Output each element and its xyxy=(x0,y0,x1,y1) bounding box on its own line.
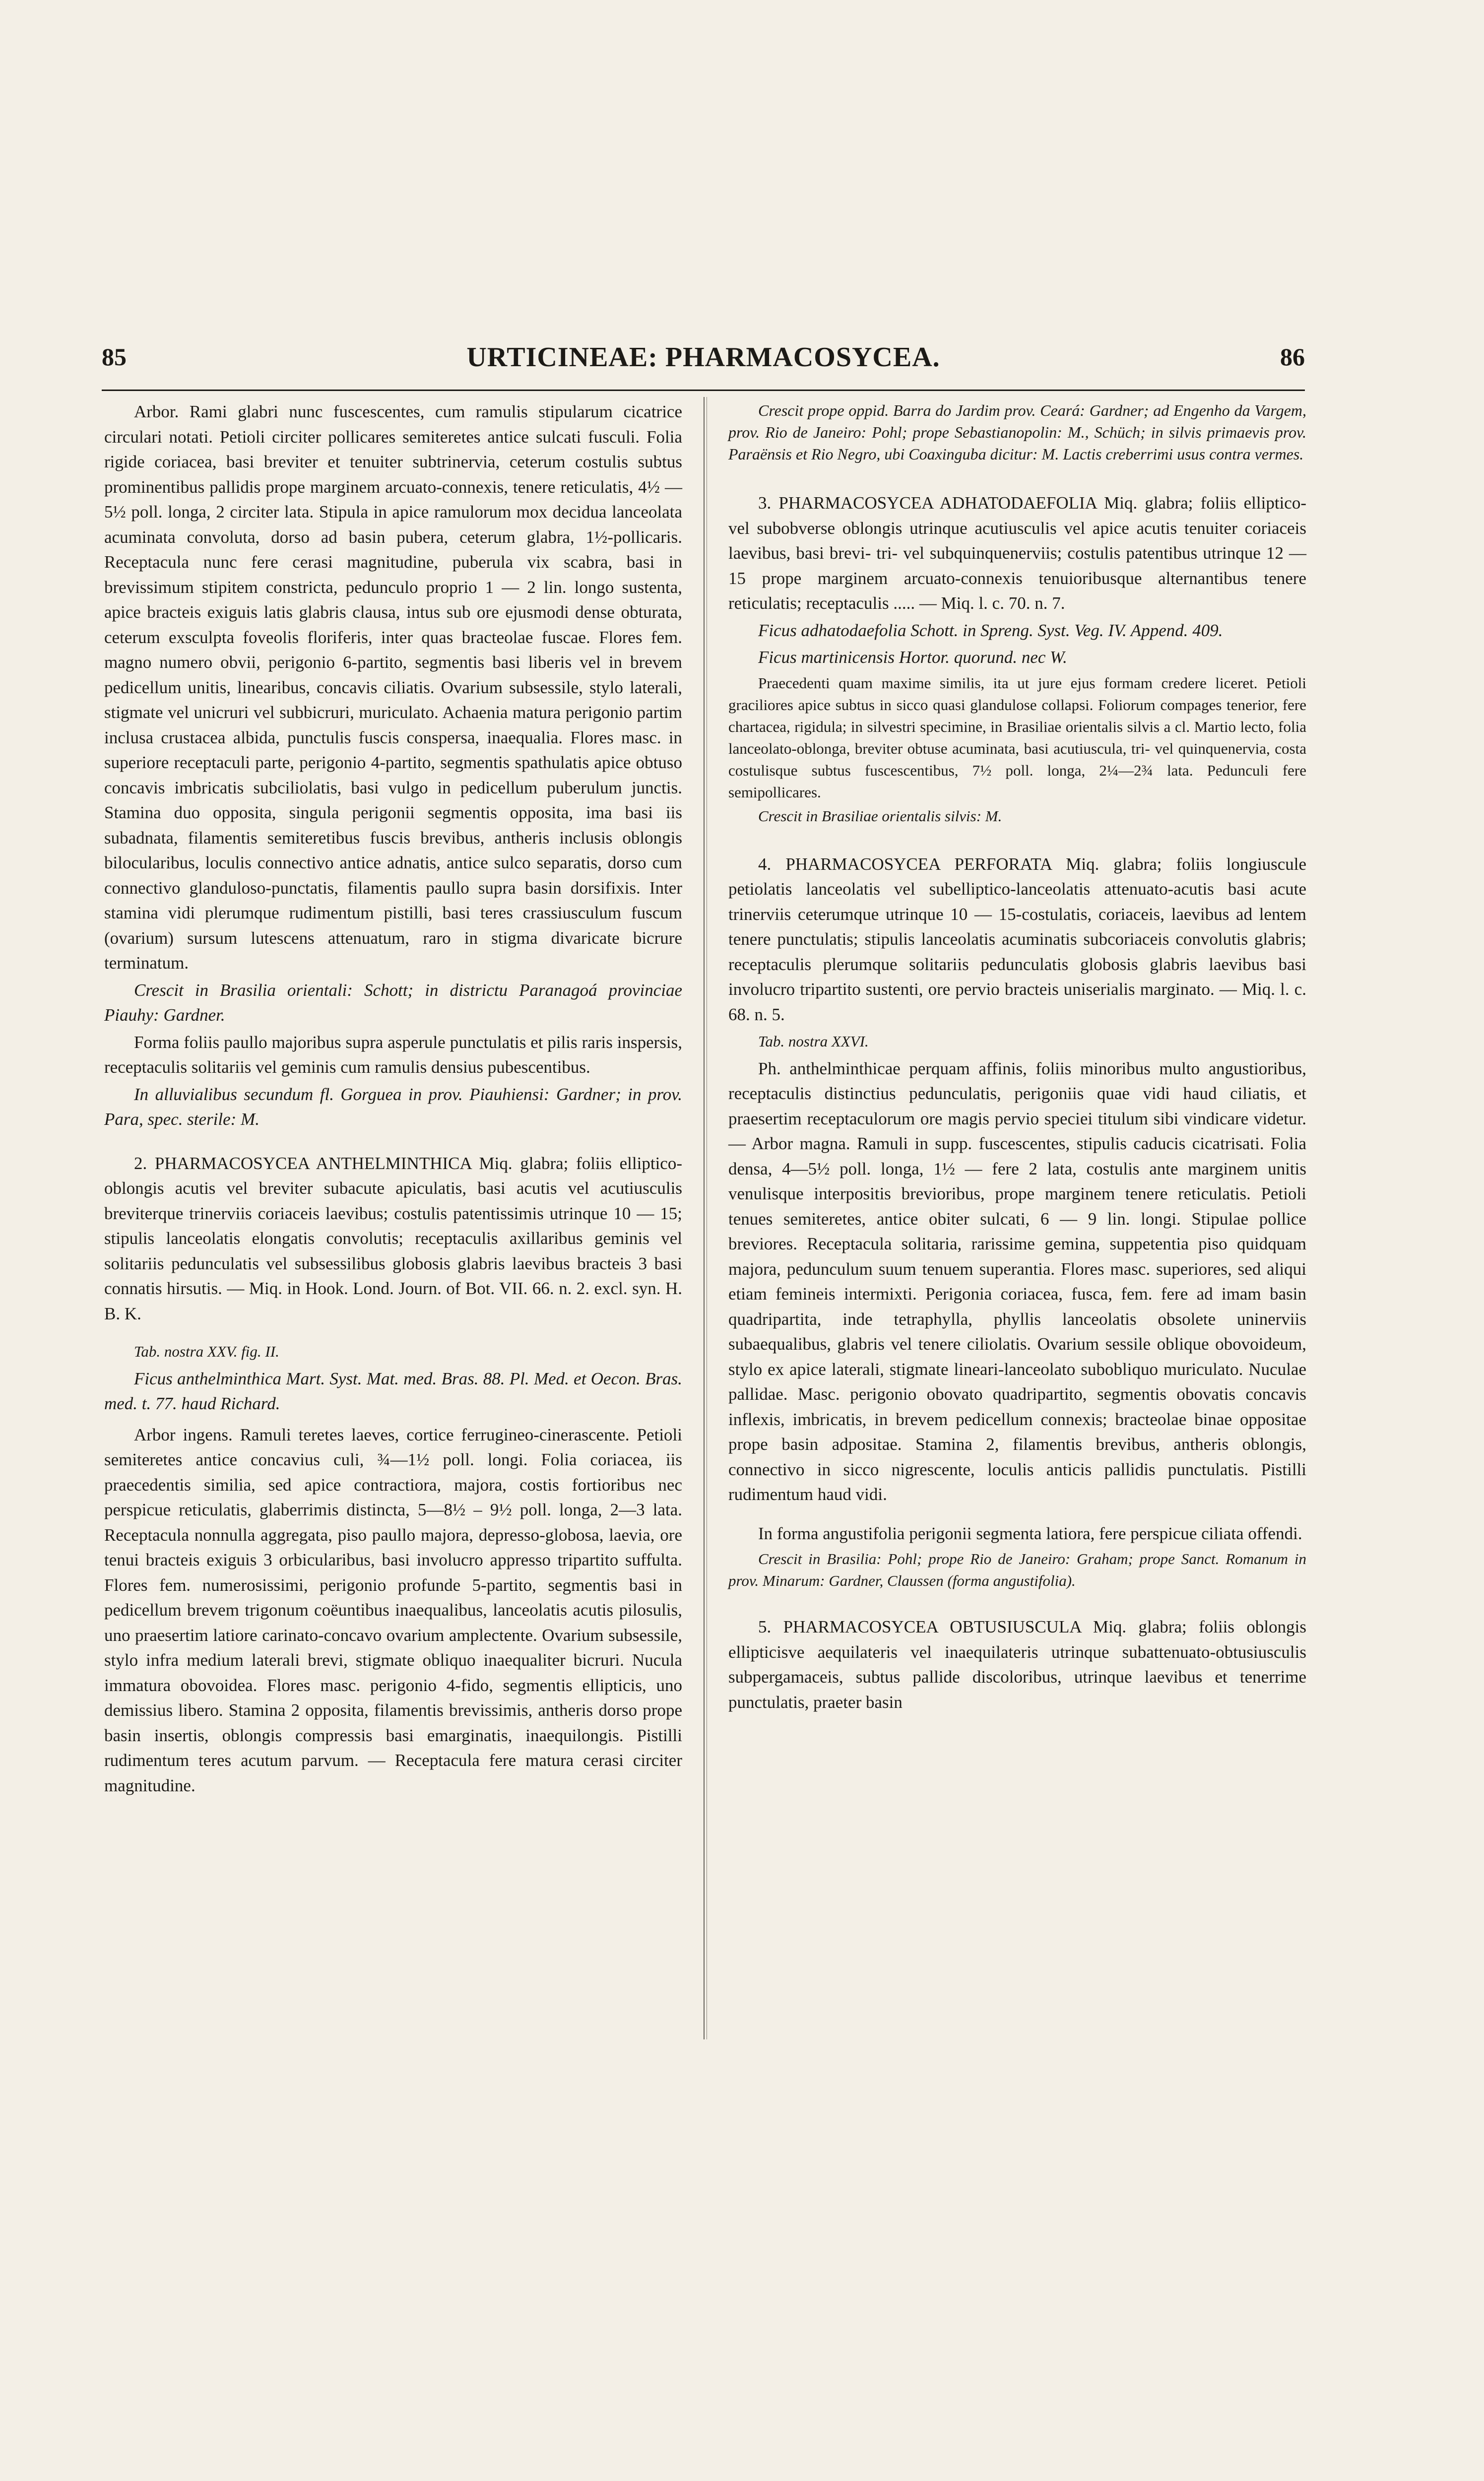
species-description: Arbor. Rami glabri nunc fuscescentes, cum ramulis stipularum cicatrice circulari notati. Petioli circiter pollicares semiteretes antice sulcati fusculi. Folia rigide coriacea, basi breviter et tenuiter subtrinervia, ceterum costulis subtus prominentibus pallidis prope marginem arcuato-connexis, tenere reticulatis, 4½ — 5½ poll. longa, 2 circiter lata. Stipula in apice ramulorum mox decidua lanceolata acuminata convoluta, dorso ad basin pubera, ceterum glabra, 1½-pollicaris. Receptacula nunc fere cerasi magnitudine, puberula vix scabra, basi in brevissimum stipitem constricta, pedunculo proprio 1 — 2 lin. longo sustenta, apice bracteis exiguis latis glabris clausa, intus sub ore ejusmodi dense obturata, ceterum exsculpta foveolis floriferis, inter quas bracteolae fuscae. Flores fem. magno numero obvii, perigonio 6-partito, segmentis basi liberis vel in brevem pedicellum unitis, linearibus, concavis ciliatis. Ovarium subsessile, stylo laterali, stigmate vel unicruri vel subbicruri, muriculato. Achaenia matura perigonio partim inclusa crustacea albida, punctulis fuscis conspersa, inaequalia. Flores masc. in superiore receptaculi parte, perigonio 4-partito, segmentis spathulatis apice obtuso concavis imbricatis subciliolatis, basi vulgo in pedicellum puberulum junctis. Stamina duo opposita, singula perigonii segmentis opposita, ima basi iis subadnata, filamentis semiteretibus fuscis brevibus, antheris inclusis oblongis bilocularibus, loculis connectivo antice adnatis, antice sulco separatis, dorso cum connectivo glanduloso-punctatis, filamentis paullo supra basin dorsifixis. Inter stamina vidi plerumque rudimentum pistilli, basi teres crassiusculum fuscum (ovarium) sursum lutescens attenuatum, raro in stigma divaricate bicrure terminatum. xyxy=(104,402,682,973)
species-description: Ph. anthelminthicae perquam affinis, foliis minoribus multo angustioribus, receptaculis distinctius pedunculatis, perigoniis quae vidi haud ciliatis, et praesertim receptaculorum ore magis pervio speciei titulum sibi vindicare videtur. — Arbor magna. Ramuli in supp. fuscescentes, stipulis caducis cicatrisati. Folia densa, 4—5½ poll. longa, 1½ — fere 2 lata, costulis ante marginem unitis venulisque interpositis brevioribus, prope marginem tenere reticulatis. Petioli tenues semiteretes, antice obiter sulcati, 6 — 9 lin. longi. Stipulae pollice breviores. Receptacula solitaria, rarissime gemina, suppetentia piso quidquam majora, pedunculum suum tenuem superantia. Flores masc. superiores, sed aliqui etiam femineis intermixti. Perigonia coriacea, fusca, fem. fere ad imam basin quadripartita, inde tetraphylla, phyllis lanceolatis obsolete uninerviis subaequalibus, glabris vel tenere ciliolatis. Ovarium sessile oblique obovoideum, stylo ex apice laterali, stigmate lineari-lanceolato subobliquo muriculato. Nuculae pallidae. Masc. perigonio obovato quadripartito, segmentis obovatis concavis inflexis, imbricatis, in brevem pedicellum connexis; bracteolae binae oppositae prope basin adpositae. Stamina 2, filamentis brevibus, antheris oblongis, connectivo in sicco nigrescente, loculis anticis pallidis punctulatis. Pistilli rudimentum haud vidi. xyxy=(728,1058,1306,1504)
page-number-right: 86 xyxy=(1280,343,1305,371)
species-heading-adhatodaefolia: 3. PHARMACOSYCEA ADHATODAEFOLIA Miq. glabra; foliis elliptico- vel subobverse oblongis utrinque acutiusculis vel apice acutis tenuiter coriaceis laevibus, basi brevi- tri- vel subquinquenerviis; costulis patentibus utrinque 12 — 15 prope marginem arcuato-connexis tenuioribusque alternantibus tenere reticulatis; receptaculis ..... — Miq. l. c. 70. n. 7. xyxy=(728,493,1306,613)
page-number-left: 85 xyxy=(102,343,127,371)
left-column xyxy=(104,399,682,1800)
locality-note: Crescit in Brasilia: Pohl; prope Rio de Janeiro: Graham; prope Sanct. Romanum in prov. Minarum: Gardner, Claussen (forma angustifolia). xyxy=(728,1550,1306,1589)
synonym: Ficus adhatodaefolia Schott. in Spreng. Syst. Veg. IV. Append. 409. xyxy=(758,620,1223,640)
locality-note: Crescit prope oppid. Barra do Jardim prov. Ceará: Gardner; ad Engenho da Vargem, prov. Rio de Janeiro: Pohl; prope Sebastianopolin: M., Schüch; in silvis primaevis prov. Paraënsis et Rio Negro, ubi Coaxinguba dicitur: M. Lactis creberrimi usus contra vermes. xyxy=(728,401,1306,463)
column-divider xyxy=(704,397,705,2039)
header-rule xyxy=(102,390,1305,391)
species-heading-obtusiuscula: 5. PHARMACOSYCEA OBTUSIUSCULA Miq. glabra; foliis oblongis ellipticisve aequilateris vel inaequilateris utrinque subattenuato-obtusiusculis subpergamaceis, subtus pallide discoloribus, utrinque laevibus et tenerrime punctulatis, praeter basin xyxy=(728,1617,1306,1712)
synonym: Ficus anthelminthica Mart. Syst. Mat. med. Bras. 88. Pl. Med. et Oecon. Bras. med. t. 77. haud Richard. xyxy=(104,1369,682,1413)
page-header xyxy=(102,342,1305,382)
right-column xyxy=(728,399,1306,1717)
species-description: Arbor ingens. Ramuli teretes laeves, cortice ferrugineo-cinerascente. Petioli semiteretes antice concavius culi, ¾—1½ poll. longi. Folia coriacea, iis praecedentis similia, sed apice contractiora, majora, costis fortioribus nec perspicue reticulatis, glaberrimis distincta, 5—8½ – 9½ poll. longa, 2—3 lata. Receptacula nonnulla aggregata, piso paullo majora, depresso-globosa, laevia, ore tenui bracteis exiguis 3 orbicularibus, basi involucro appresso tripartito suffulta. Flores fem. numerosissimi, perigonio profunde 5-partito, segmentis basi in pedicellum brevem trigonum coëuntibus inaequalibus, lanceolatis acutis pilosulis, uno praesertim latiore carinato-concavo ovarium amplectente. Ovarium subsessile, stylo infra medium laterali brevi, stigmate obliquo inaequaliter bicruri. Nucula immatura obovoidea. Flores masc. perigonio 4-fido, segmentis ellipticis, uno demissius libero. Stamina 2 opposita, filamentis brevissimis, antheris dorso prope basin insertis, oblongis compressis basi emarginatis, inaequilongis. Pistilli rudimentum teres acutum parvum. — Receptacula fere matura cerasi circiter magnitudine. xyxy=(104,1425,682,1795)
running-title: URTICINEAE: PHARMACOSYCEA. xyxy=(466,342,940,373)
plate-reference: Tab. nostra XXVI. xyxy=(758,1033,869,1050)
plate-reference: Tab. nostra XXV. fig. II. xyxy=(134,1343,279,1360)
locality-note: Crescit in Brasilia orientali: Schott; in districtu Paranagoá provinciae Piauhy: Gardner. xyxy=(104,980,682,1025)
species-note: Praecedenti quam maxime similis, ita ut jure ejus formam credere liceret. Petioli graciliores apice subtus in sicco quasi glandulose collapsi. Foliorum compages tenerior, fere chartacea, rigidula; in silvestri specimine, in Brasiliae orientalis silvis a cl. Martio lecto, folia lanceolato-oblonga, breviter obtuse acuminata, basi acutiuscula, tri- vel quinquenervia, costa costulisque subtus fuscescentibus, 7½ poll. longa, 2¼—2¾ lata. Pedunculi fere semipollicares. xyxy=(728,674,1306,801)
form-description: Forma foliis paullo majoribus supra asperule punctulatis et pilis raris inspersis, receptaculis solitariis vel geminis cum ramulis densius pubescentibus. xyxy=(104,1032,682,1077)
species-heading-anthelminthica: 2. PHARMACOSYCEA ANTHELMINTHICA Miq. glabra; foliis elliptico-oblongis acutis vel breviter subacute apiculatis, basi acutis vel acutiusculis breviterque trinerviis coriaceis laevibus; costulis patentissimis utrinque 10 — 15; stipulis lanceolatis elongatis convolutis; receptaculis axillaribus geminis vel solitariis pedunculatis vel subsessilibus globosis glabris laevibus bracteis 3 basi connatis hirsutis. — Miq. in Hook. Lond. Journ. of Bot. VII. 66. n. 2. excl. syn. H. B. K. xyxy=(104,1153,682,1323)
form-description: In forma angustifolia perigonii segmenta latiora, fere perspicue ciliata offendi. xyxy=(758,1523,1302,1543)
species-heading-perforata: 4. PHARMACOSYCEA PERFORATA Miq. glabra; foliis longiuscule petiolatis lanceolatis vel subelliptico-lanceolatis attenuato-acutis basi acute trinerviis ceterumque utrinque 10 — 15-costulatis, coriaceis, laevibus ad lentem tenere punctulatis; stipulis lanceolatis acuminatis subcoriaceis convolutis glabris; receptaculis plerumque solitariis pedunculatis globosis glabris laevibus basi involucro tripartito sustenti, ore pervio bracteis uniserialis marginato. — Miq. l. c. 68. n. 5. xyxy=(728,854,1306,1024)
locality-note: Crescit in Brasiliae orientalis silvis: M. xyxy=(758,807,1002,825)
synonym: Ficus martinicensis Hortor. quorund. nec W. xyxy=(758,648,1067,667)
locality-note: In alluvialibus secundum fl. Gorguea in prov. Piauhiensi: Gardner; in prov. Para, spec. sterile: M. xyxy=(104,1084,682,1129)
